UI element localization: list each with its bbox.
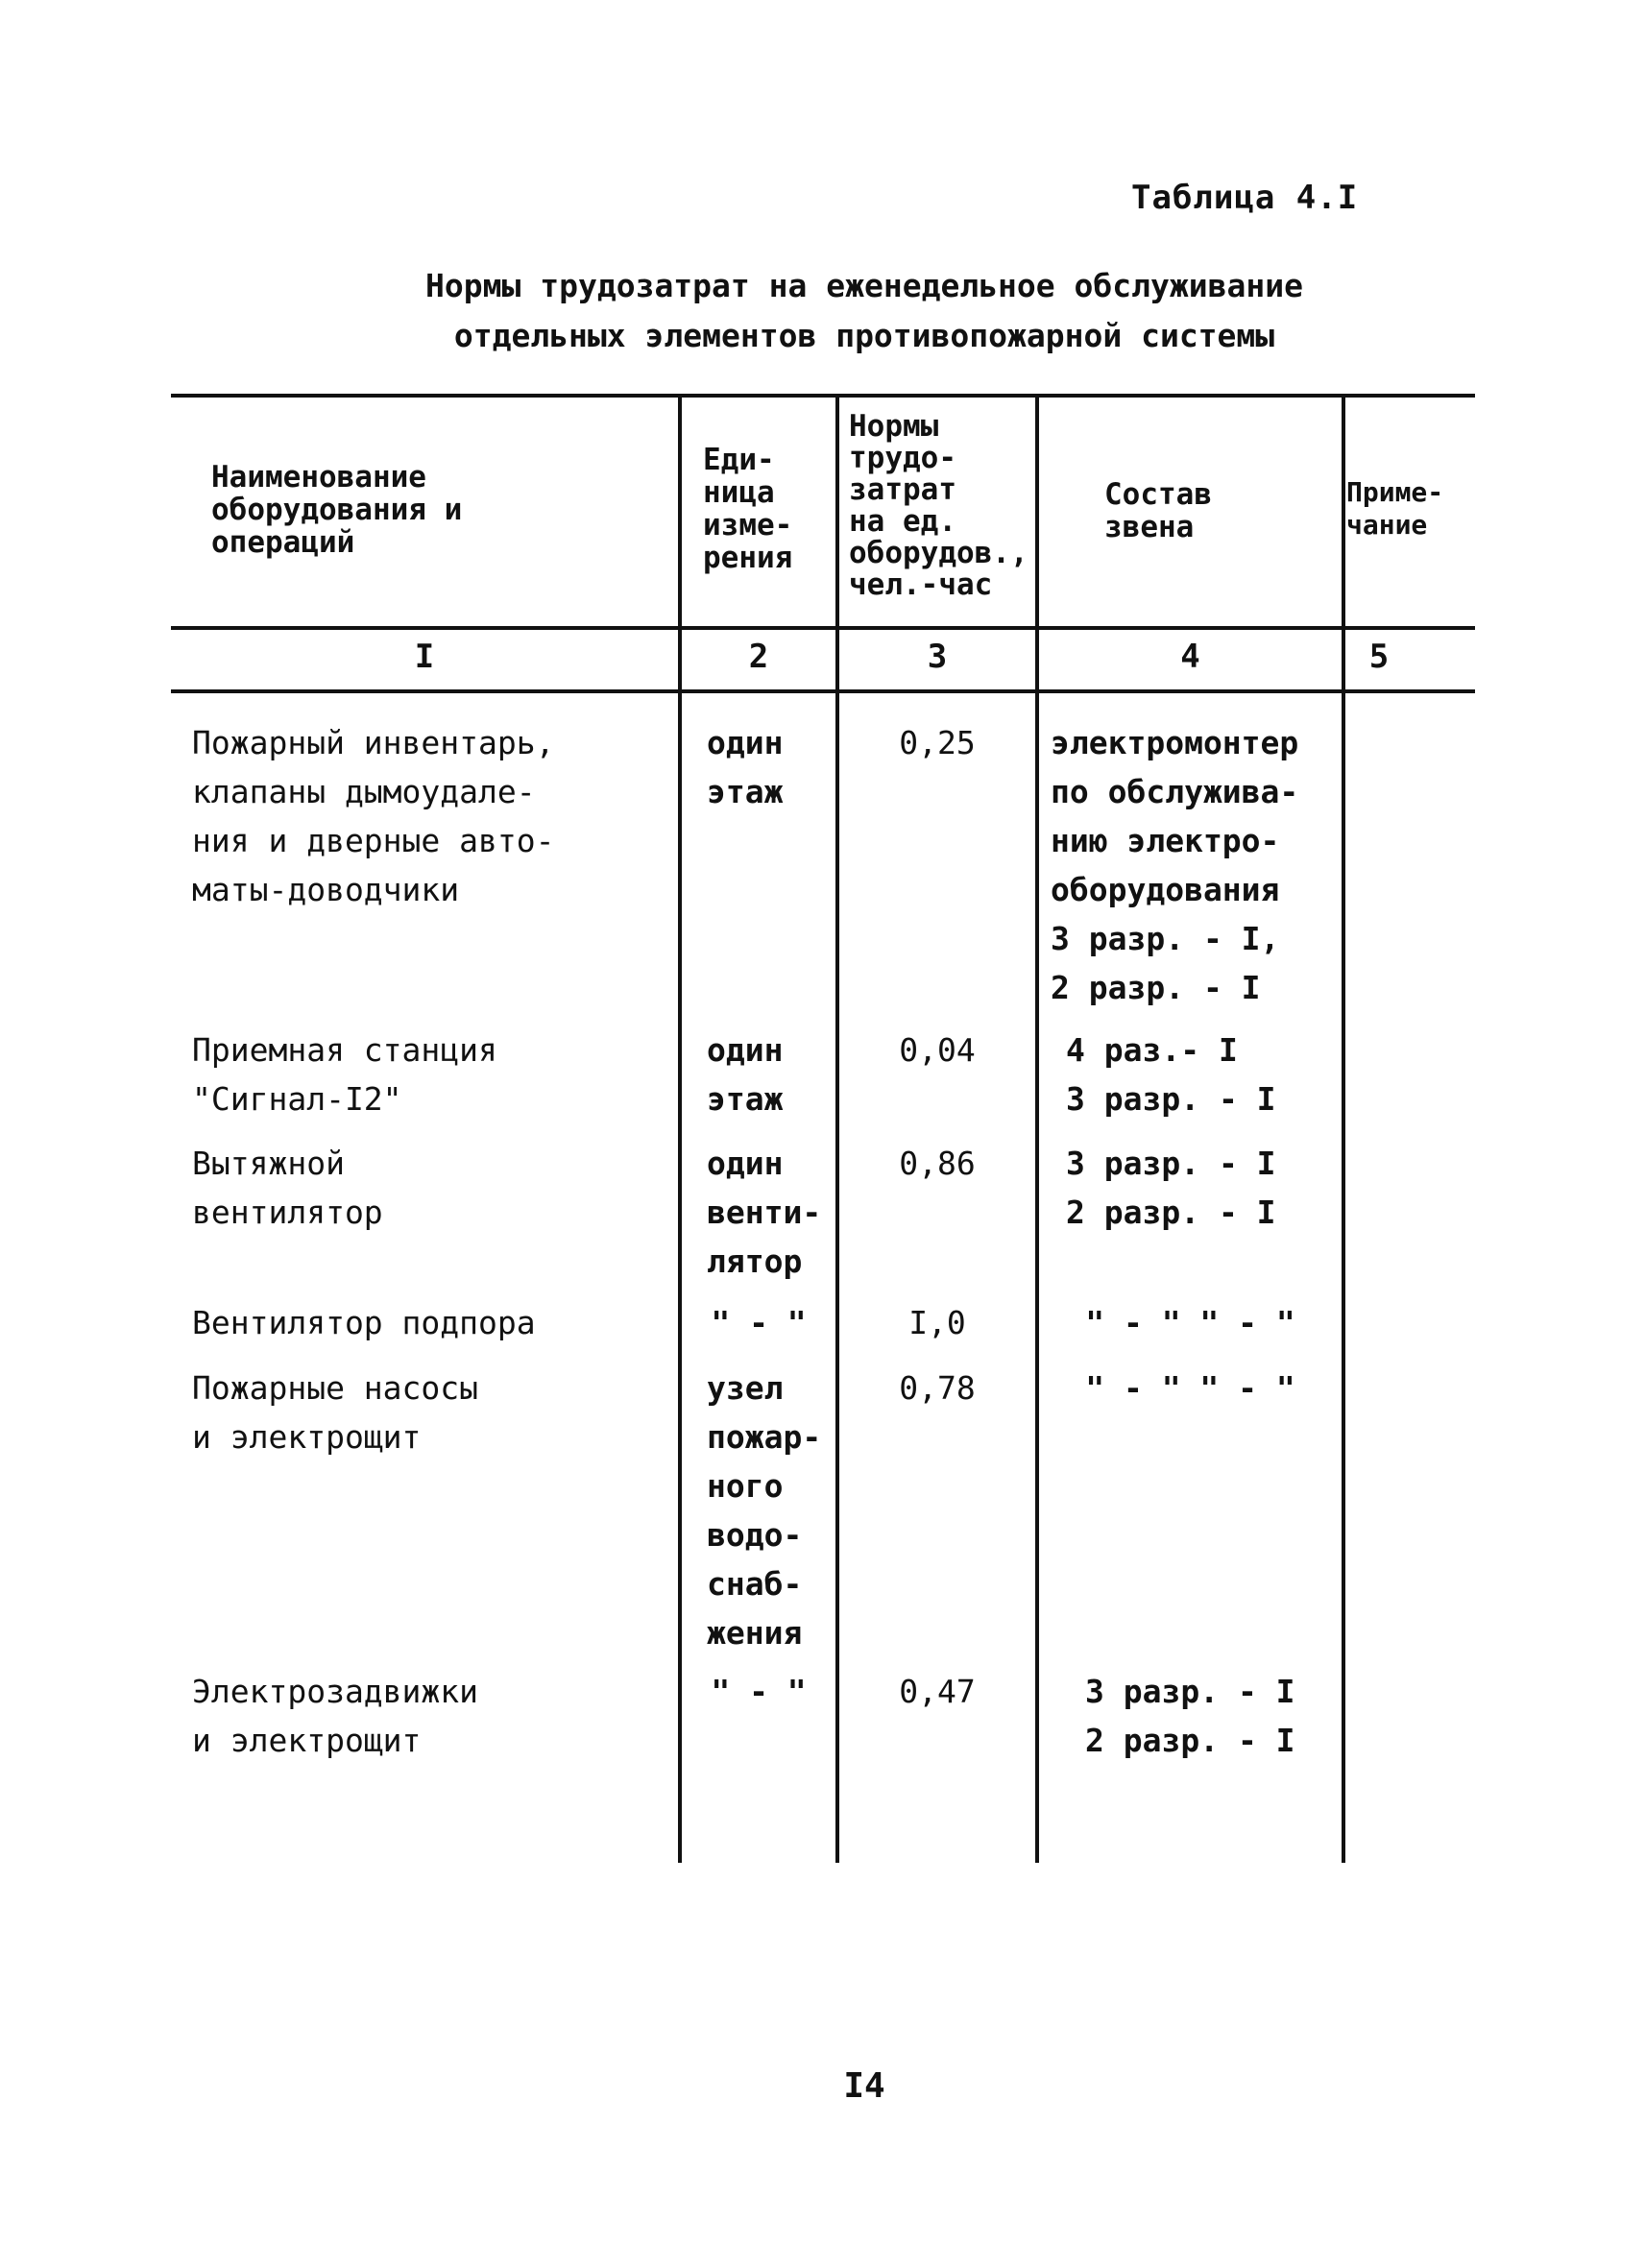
page-number: I4 (843, 2066, 885, 2106)
row-name: Пожарный инвентарь, клапаны дымоудале- ния и дверные авто- маты-доводчики (192, 724, 555, 908)
column-number-2: 2 (748, 638, 769, 676)
header-crew: Состав звена (1104, 477, 1212, 544)
row-name: Электрозадвижки и электрощит (192, 1673, 479, 1759)
header-name: Наименование оборудования и операций (211, 460, 463, 560)
column-number-4: 4 (1180, 638, 1200, 676)
column-divider-3 (1035, 396, 1039, 1863)
row-unit: " - " (711, 1304, 807, 1341)
row-name: Вытяжной вентилятор (192, 1145, 383, 1231)
column-divider-2 (835, 396, 839, 1863)
column-divider-1 (678, 396, 682, 1863)
column-number-3: 3 (927, 638, 948, 676)
row-crew: " - " " - " (1085, 1304, 1295, 1341)
row-unit: " - " (711, 1673, 807, 1710)
header-norm: Нормы трудо- затрат на ед. оборудов., чел.-час (849, 409, 1028, 602)
row-name: Вентилятор подпора (192, 1304, 536, 1341)
table-caption (240, 261, 1488, 361)
row-norm: 0,86 (899, 1145, 976, 1182)
header-bottom-rule (171, 626, 1475, 630)
row-norm: 0,78 (899, 1369, 976, 1407)
row-name: Пожарные насосы и электрощит (192, 1369, 479, 1456)
row-norm: I,0 (908, 1304, 966, 1341)
caption-line-1: Нормы трудозатрат на еженедельное обслуживание (425, 267, 1303, 304)
row-unit: узел пожар- ного водо- снаб- жения (707, 1369, 822, 1652)
row-crew: 3 разр. - I 2 разр. - I (1085, 1673, 1295, 1759)
header-unit: Еди- ница изме- рения (703, 443, 793, 575)
header-note: Приме- чание (1346, 476, 1444, 541)
row-unit: один этаж (707, 724, 784, 810)
row-crew: " - " " - " (1085, 1369, 1295, 1407)
row-crew: 3 разр. - I 2 разр. - I (1066, 1145, 1276, 1231)
table-label: Таблица 4.I (1131, 179, 1359, 217)
row-crew: электромонтер по обслужива- нию электро- оборудования 3 разр. - I, 2 разр. - I (1051, 724, 1299, 1006)
row-norm: 0,47 (899, 1673, 976, 1710)
row-unit: один венти- лятор (707, 1145, 822, 1280)
column-numbers-bottom-rule (171, 689, 1475, 693)
column-divider-4 (1342, 396, 1345, 1863)
row-unit: один этаж (707, 1031, 784, 1118)
row-name: Приемная станция "Сигнал-I2" (192, 1031, 497, 1118)
caption-line-2: отдельных элементов противопожарной системы (453, 317, 1275, 354)
row-crew: 4 раз.- I 3 разр. - I (1066, 1031, 1276, 1118)
table-top-rule (171, 394, 1475, 398)
row-norm: 0,25 (899, 724, 976, 761)
row-norm: 0,04 (899, 1031, 976, 1069)
column-number-5: 5 (1368, 638, 1390, 676)
column-number-1: I (414, 638, 435, 676)
